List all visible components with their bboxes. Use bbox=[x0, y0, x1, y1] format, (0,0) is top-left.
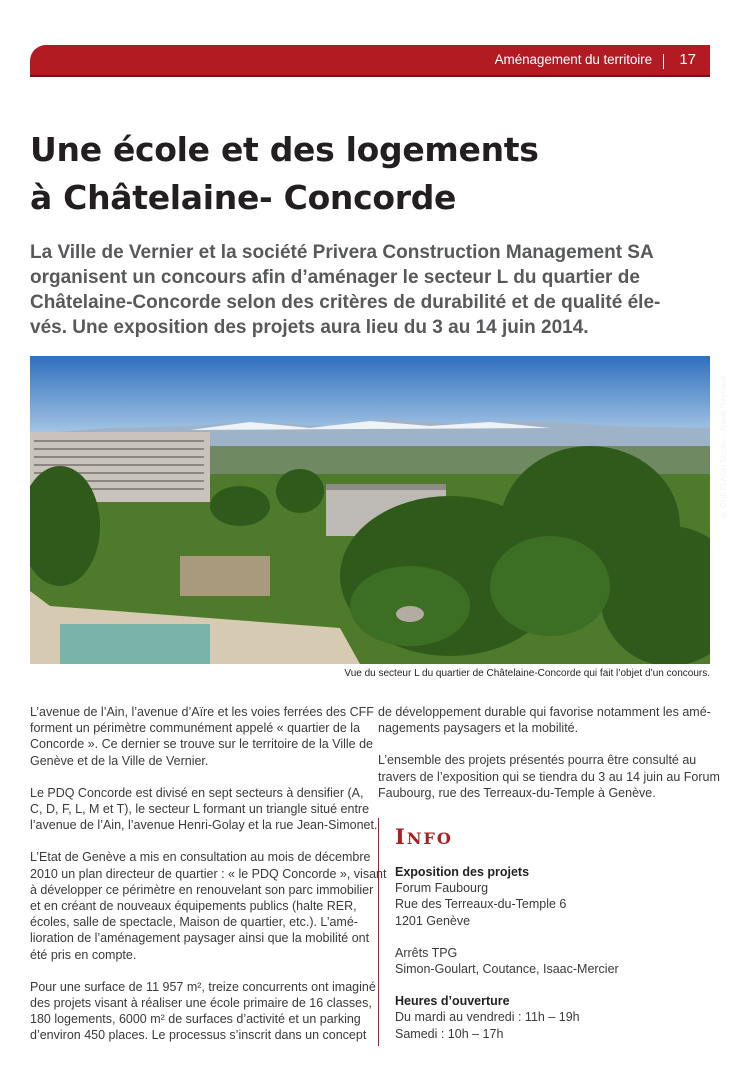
info-body bbox=[395, 864, 619, 1042]
text-line: travers de l’exposition qui se tiendra du 3 au 14 juin au Forum bbox=[378, 769, 720, 784]
text-line: Pour une surface de 11 957 m², treize concurrents ont imaginé bbox=[30, 979, 376, 994]
article-lead bbox=[30, 240, 710, 340]
info-line: Simon-Goulart, Coutance, Isaac-Mercier bbox=[395, 962, 619, 977]
text-line: 2010 un plan directeur de quartier : « le PDQ Concorde », visant bbox=[30, 866, 387, 881]
photo-credit: © ONEFLASH Studio – Alexis Reynaud bbox=[719, 376, 728, 520]
text-line: Concorde ». Ce dernier se trouve sur le territoire de la Ville de bbox=[30, 737, 373, 752]
paragraph bbox=[30, 979, 376, 1044]
section-header-bar bbox=[30, 45, 710, 77]
aerial-photo bbox=[30, 356, 710, 664]
text-line: des projets visant à réaliser une école primaire de 16 classes, bbox=[30, 996, 372, 1011]
info-title bbox=[395, 824, 453, 849]
info-line: Rue des Terreaux-du-Temple 6 bbox=[395, 897, 567, 912]
section-name: Aménagement du territoire bbox=[494, 52, 652, 67]
info-heading: Exposition des projets bbox=[395, 865, 530, 879]
text-line: Genève et de la Ville de Vernier. bbox=[30, 753, 209, 768]
info-line: Samedi : 10h – 17h bbox=[395, 1026, 504, 1041]
text-line: Le PDQ Concorde est divisé en sept secteurs à densifier (A, bbox=[30, 785, 364, 800]
article-title bbox=[30, 126, 720, 222]
title-line: à Châtelaine- Concorde bbox=[30, 178, 457, 217]
paragraph bbox=[378, 752, 720, 801]
text-line: été pris en compte. bbox=[30, 947, 137, 962]
text-line: L’ensemble des projets présentés pourra être consulté au bbox=[378, 753, 697, 768]
photo-caption: Vue du secteur L du quartier de Châtelaine-Concorde qui fait l’objet d’un concours. bbox=[344, 668, 710, 679]
text-line: lioration de l’aménagement paysager ainsi que la mobilité ont bbox=[30, 931, 370, 946]
info-line: 1201 Genève bbox=[395, 913, 471, 928]
text-line: L’avenue de l’Ain, l’avenue d’Aïre et les voies ferrées des CFF bbox=[30, 705, 374, 719]
text-line: Faubourg, rue des Terreaux-du-Temple à Genève. bbox=[378, 785, 656, 800]
text-line: nagements paysagers et la mobilité. bbox=[378, 721, 579, 736]
paragraph bbox=[30, 785, 378, 834]
info-line: Forum Faubourg bbox=[395, 881, 489, 896]
text-line: d’environ 450 places. Le processus s’inscrit dans un concept bbox=[30, 1028, 367, 1043]
text-line: écoles, salle de spectacle, Maison de quartier, etc.). L’amé- bbox=[30, 915, 358, 930]
left-column bbox=[30, 704, 387, 1060]
text-line: 180 logements, 6000 m² de surfaces d’activité et un parking bbox=[30, 1012, 361, 1027]
info-line: Du mardi au vendredi : 11h – 19h bbox=[395, 1010, 580, 1025]
info-label: Arrêts TPG bbox=[395, 945, 458, 960]
info-box bbox=[378, 818, 710, 1046]
text-line: l’avenue de l’Ain, l’avenue Henri-Golay et la rue Jean-Simonet. bbox=[30, 818, 378, 833]
text-line: à développer ce périmètre en renouvelant son parc immobilier bbox=[30, 882, 374, 897]
text-line: et en créant de nouveaux équipements publics (halte RER, bbox=[30, 899, 357, 914]
page-number: 17 bbox=[679, 51, 696, 68]
right-column bbox=[378, 704, 720, 817]
text-line: forment un périmètre communément appelé « quartier de la bbox=[30, 721, 361, 736]
title-line: Une école et des logements bbox=[30, 130, 539, 169]
lead-line: vés. Une exposition des projets aura lieu du 3 au 14 juin 2014. bbox=[30, 317, 589, 338]
info-title-rest: NFO bbox=[406, 829, 453, 848]
text-line: L’Etat de Genève a mis en consultation au mois de décembre bbox=[30, 850, 371, 865]
header-divider bbox=[663, 54, 664, 69]
lead-line: La Ville de Vernier et la société Privera Construction Management SA bbox=[30, 242, 654, 263]
lead-line: Châtelaine-Concorde selon des critères de durabilité et de qualité éle- bbox=[30, 292, 661, 313]
lead-line: organisent un concours afin d’aménager le secteur L du quartier de bbox=[30, 267, 640, 288]
text-line: de développement durable qui favorise notamment les amé- bbox=[378, 705, 711, 719]
info-title-initial: I bbox=[395, 824, 407, 849]
paragraph bbox=[30, 849, 387, 962]
paragraph bbox=[30, 704, 374, 769]
text-line: C, D, F, L, M et T), le secteur L formant un triangle situé entre bbox=[30, 802, 370, 817]
info-heading: Heures d’ouverture bbox=[395, 994, 510, 1009]
paragraph bbox=[378, 704, 710, 736]
